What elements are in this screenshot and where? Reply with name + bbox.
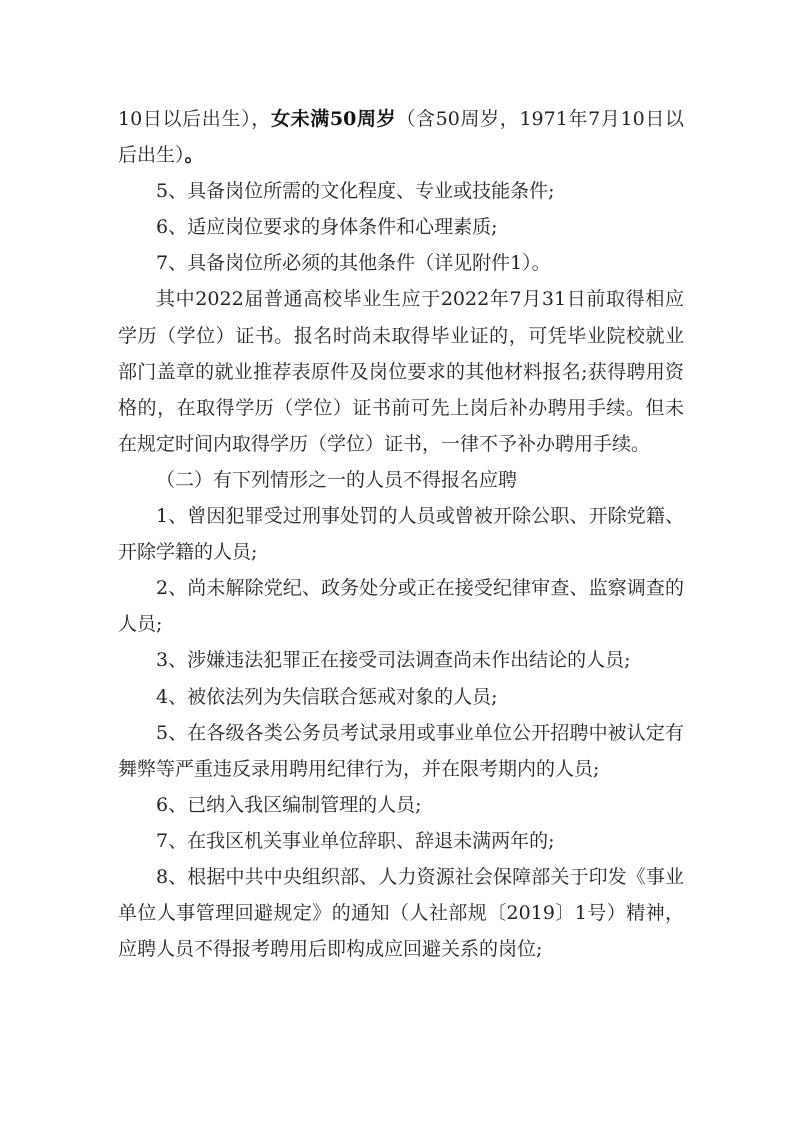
paragraph-exclusion-8: 8、根据中共中央组织部、人力资源社会保障部关于印发《事业单位人事管理回避规定》的通知（人社部规〔2019〕1号）精神，应聘人员不得报考聘用后即构成应回避关系的岗位; (118, 865, 684, 961)
text-run: 10日以后出生）， (118, 108, 271, 130)
paragraph-exclusion-2: 2、尚未解除党纪、政务处分或正在接受纪律审查、监察调查的人员; (118, 577, 684, 636)
text-run: （含50周岁，1971年7月10日以后出生） (118, 108, 684, 167)
paragraph-exclusion-4: 4、被依法列为失信联合惩戒对象的人员; (156, 685, 498, 708)
paragraph-item-6: 6、适应岗位要求的身体条件和心理素质; (156, 216, 498, 239)
paragraph-exclusion-1: 1、曾因犯罪受过刑事处罚的人员或曾被开除公职、开除党籍、开除学籍的人员; (118, 505, 684, 564)
paragraph-item-7: 7、具备岗位所必须的其他条件（详见附件1）。 (156, 252, 551, 275)
paragraph-exclusion-5: 5、在各级各类公务员考试录用或事业单位公开招聘中被认定有舞弊等严重违反录用聘用纪律行为，并在限考期内的人员; (118, 721, 684, 780)
paragraph-item-5: 5、具备岗位所需的文化程度、专业或技能条件; (156, 180, 555, 203)
paragraph-age-limit (118, 101, 684, 173)
bold-text-run: 女未满50周岁 (270, 108, 397, 130)
bold-text-run: 。 (184, 144, 204, 167)
paragraph-exclusion-6: 6、已纳入我区编制管理的人员; (156, 793, 422, 816)
paragraph-graduates: 其中2022届普通高校毕业生应于2022年7月31日前取得相应学历（学位）证书。报名时尚未取得毕业证的，可凭毕业院校就业部门盖章的就业推荐表原件及岗位要求的其他材料报名;获得聘用资格的，在取得学历（学位）证书前可先上岗后补办聘用手续。但未在规定时间内取得学历（学位）证书，一律不予补办聘用手续。 (118, 288, 684, 455)
document-body (118, 101, 684, 967)
paragraph-exclusion-3: 3、涉嫌违法犯罪正在接受司法调查尚未作出结论的人员; (156, 649, 631, 672)
paragraph-exclusion-7: 7、在我区机关事业单位辞职、辞退未满两年的; (156, 829, 555, 852)
section-heading: （二）有下列情形之一的人员不得报名应聘 (156, 468, 518, 491)
